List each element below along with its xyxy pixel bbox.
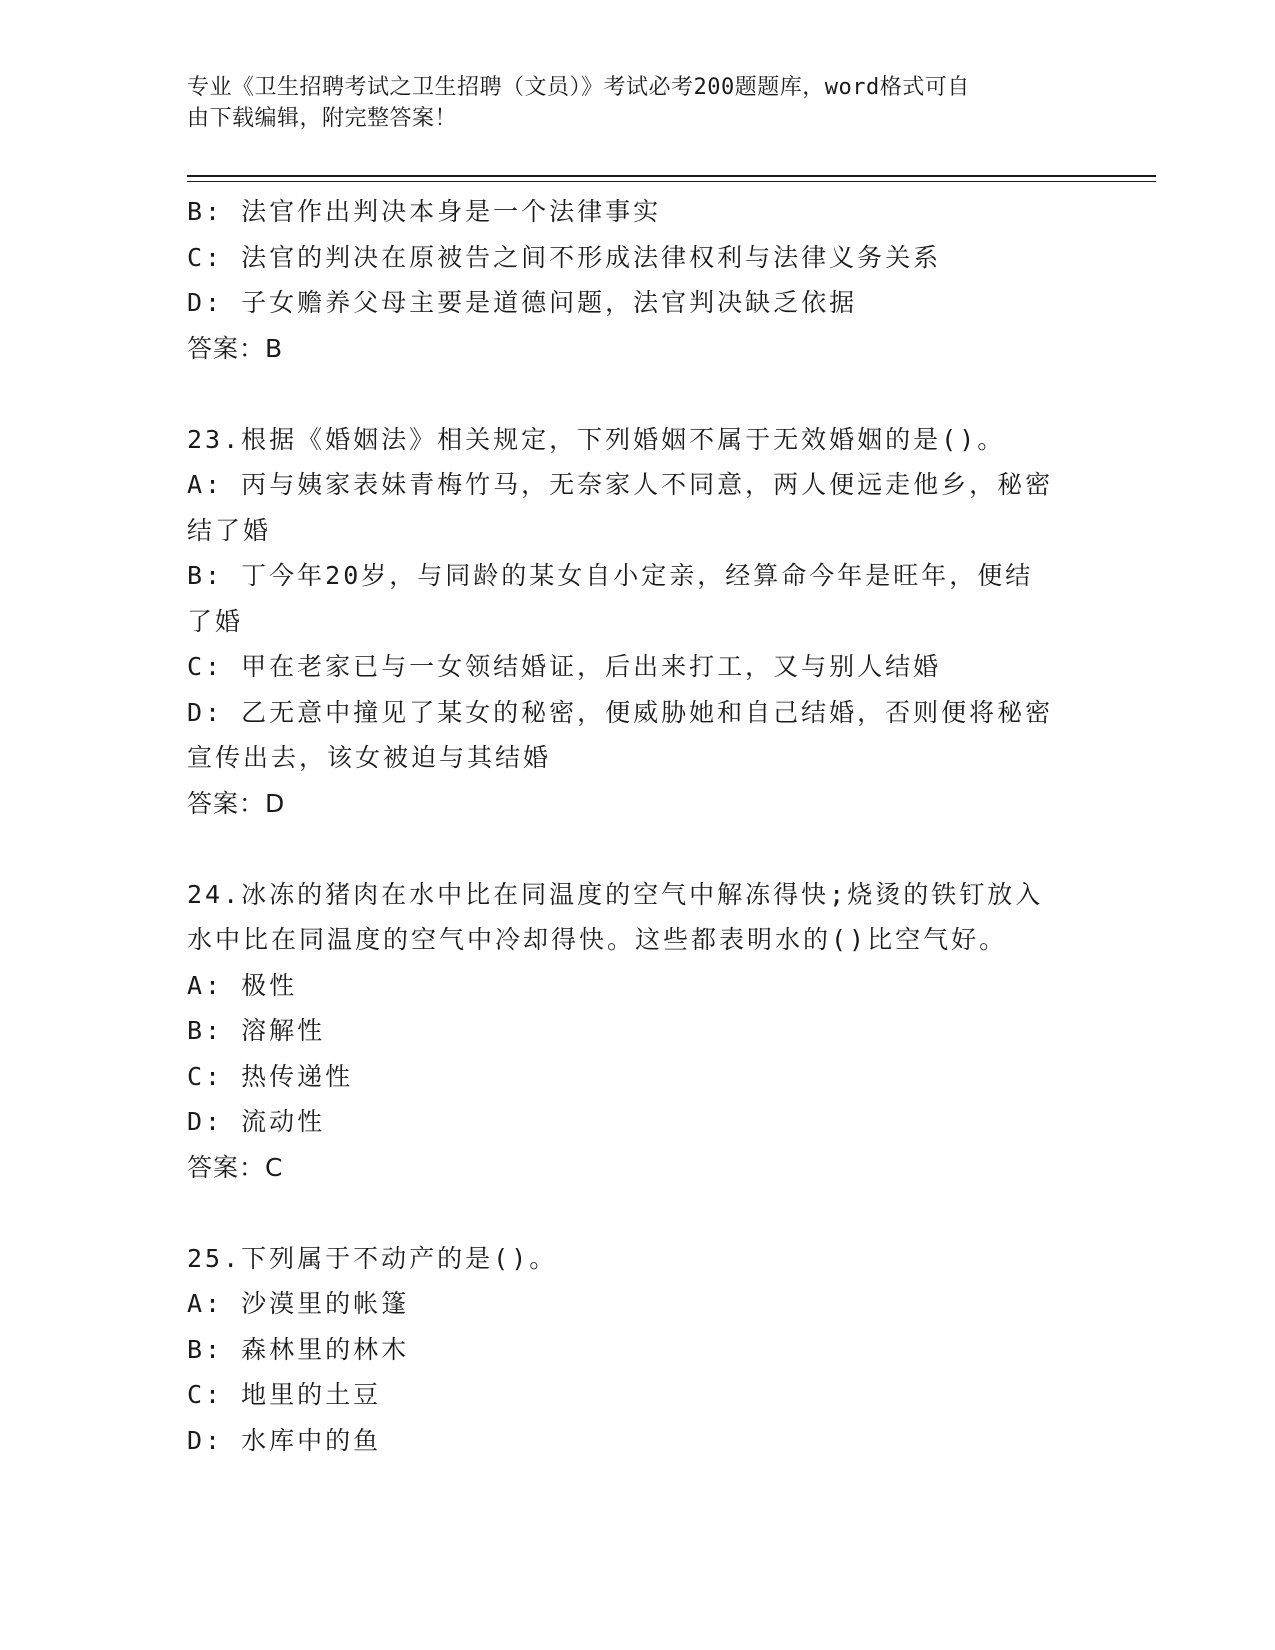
option-d: D: 子女赡养父母主要是道德问题，法官判决缺乏依据 (187, 288, 858, 317)
option-d: D: 流动性 (187, 1107, 326, 1136)
question-stem: 24.冰冻的猪肉在水中比在同温度的空气中解冻得快;烧烫的铁钉放入 (187, 879, 1044, 909)
header-line-2: 由下载编辑，附完整答案！ (187, 106, 458, 131)
answer-line: 答案：D (187, 788, 286, 818)
option-a: A: 丙与姨家表妹青梅竹马，无奈家人不同意，两人便远走他乡，秘密 (187, 470, 1054, 499)
option-d: D: 水库中的鱼 (187, 1425, 382, 1455)
question-25 (187, 1236, 1067, 1464)
document-header (187, 72, 1087, 134)
option-c: C: 甲在老家已与一女领结婚证，后出来打工，又与别人结婚 (187, 652, 942, 681)
option-b: B: 丁今年20岁，与同龄的某女自小定亲，经算命今年是旺年，便结 (187, 561, 1034, 590)
question-23 (187, 417, 1067, 827)
header-divider-thin (187, 181, 1156, 182)
option-a-continued: 结了婚 (187, 515, 272, 545)
option-c: C: 法官的判决在原被告之间不形成法律权利与法律义务关系 (187, 242, 942, 272)
option-a: A: 极性 (187, 970, 298, 1000)
question-content (187, 189, 1067, 1463)
option-d-continued: 宣传出去，该女被迫与其结婚 (187, 743, 552, 772)
option-b: B: 森林里的林木 (187, 1334, 410, 1364)
question-stem-continued: 水中比在同温度的空气中冷却得快。这些都表明水的()比空气好。 (187, 925, 1008, 954)
answer-line: 答案：C (187, 1152, 284, 1182)
option-c: C: 热传递性 (187, 1061, 354, 1091)
option-d: D: 乙无意中撞见了某女的秘密，便威胁她和自己结婚，否则便将秘密 (187, 697, 1054, 727)
question-stem: 23.根据《婚姻法》相关规定，下列婚姻不属于无效婚姻的是()。 (187, 424, 1006, 454)
option-b: B: 法官作出判决本身是一个法律事实 (187, 197, 662, 226)
option-b: B: 溶解性 (187, 1016, 326, 1045)
question-stem: 25.下列属于不动产的是()。 (187, 1243, 558, 1273)
header-line-1: 专业《卫生招聘考试之卫生招聘（文员）》考试必考200题题库，word格式可自 (187, 75, 970, 100)
option-a: A: 沙漠里的帐篷 (187, 1289, 410, 1318)
question-22-continued (187, 189, 1067, 371)
question-24 (187, 872, 1067, 1191)
answer-line: 答案：B (187, 333, 284, 363)
option-b-continued: 了婚 (187, 606, 244, 636)
option-c: C: 地里的土豆 (187, 1380, 382, 1409)
header-divider-thick (187, 175, 1156, 177)
